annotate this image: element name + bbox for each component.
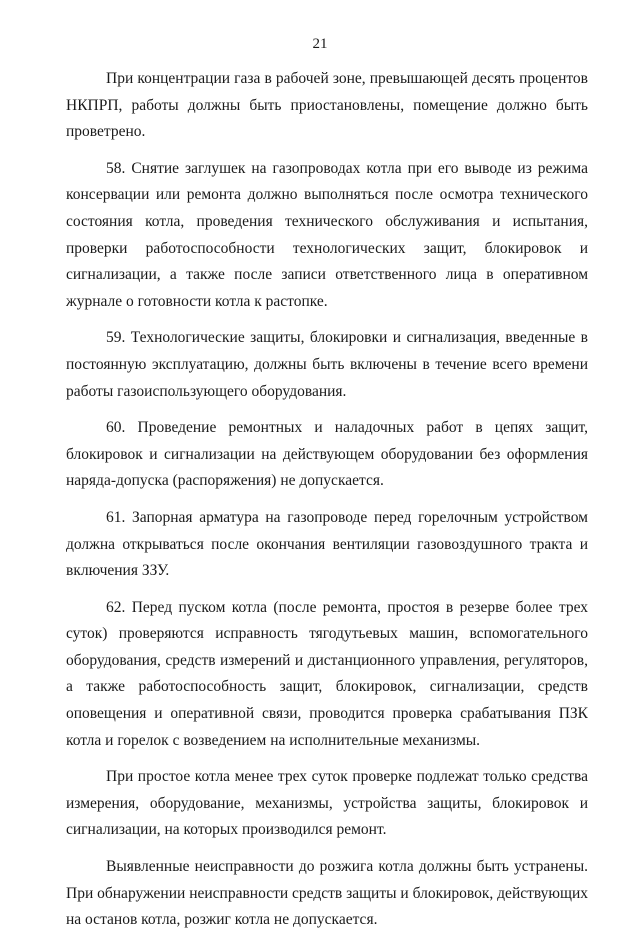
paragraph-59: 59. Технологические защиты, блокировки и сигнализация, введенные в постоянную эксплуатацию, должны быть включены в течение всего времени работы газоиспользующего оборудования. — [66, 329, 588, 400]
paragraph-60: 60. Проведение ремонтных и наладочных работ в цепях защит, блокировок и сигнализации на действующем оборудовании без оформления наряда-допуска (распоряжения) не допускается. — [66, 419, 588, 490]
paragraph-58: 58. Снятие заглушек на газопроводах котла при его выводе из режима консервации или ремонта должно выполняться после осмотра технического состояния котла, проведения технического обслуживания и испытания, проверки работоспособности технологических защит, блокировок и сигнализации, а также после записи ответственного лица в оперативном журнале о готовности котла к растопке. — [66, 159, 588, 310]
document-body — [66, 66, 588, 944]
paragraph-62: 62. Перед пуском котла (после ремонта, простоя в резерве более трех суток) проверяются исправность тягодутьевых машин, вспомогательного оборудования, средств измерений и дистанционного управления, регуляторов, а также работоспособность защит, блокировок, сигнализации, средств оповещения и оперативной связи, проводится проверка срабатывания ПЗК котла и горелок с возведением на исполнительные механизмы. — [66, 598, 588, 749]
paragraph-61: 61. Запорная арматура на газопроводе перед горелочным устройством должна открываться после окончания вентиляции газовоздушного тракта и включения ЗЗУ. — [66, 508, 588, 580]
page-number: 21 — [312, 36, 328, 52]
paragraph-faults: Выявленные неисправности до розжига котла должны быть устранены. При обнаружении неисправности средств защиты и блокировок, действующих на останов котла, розжиг котла не допускается. — [66, 858, 588, 929]
paragraph-short-idle: При простое котла менее трех суток проверке подлежат только средства измерения, оборудование, механизмы, устройства защиты, блокировок и сигнализации, на которых производился ремонт. — [66, 768, 588, 839]
paragraph-gas-concentration: При концентрации газа в рабочей зоне, превышающей десять процентов НКПРП, работы должны быть приостановлены, помещение должно быть проветрено. — [66, 70, 588, 141]
